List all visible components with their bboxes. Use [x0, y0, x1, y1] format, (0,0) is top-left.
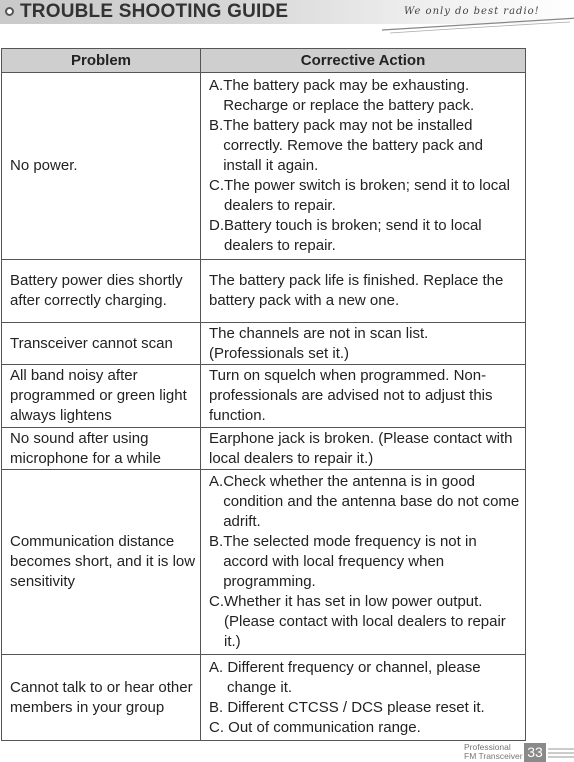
action-cell: Turn on squelch when programmed. Non-professionals are advised not to adjust this function.: [201, 365, 526, 428]
problem-cell: All band noisy after programmed or green light always lightens: [2, 365, 201, 428]
action-cell: [201, 73, 526, 260]
table-row: [2, 260, 526, 323]
problem-cell: Communication distance becomes short, and it is low sensitivity: [2, 470, 201, 655]
action-item: B. The battery pack may not be installed correctly. Remove the battery pack and install it again.: [209, 117, 484, 174]
action-item: C. Out of communication range.: [209, 718, 421, 736]
page-title: TROUBLE SHOOTING GUIDE: [20, 1, 289, 22]
problem-cell: No power.: [2, 73, 201, 260]
table-row: [2, 655, 526, 741]
action-cell: The battery pack life is finished. Replace the battery pack with a new one.: [201, 260, 526, 323]
action-item: C. Whether it has set in low power output. (Please contact with local dealers to repair it.): [209, 593, 506, 650]
decorative-lines-icon: [548, 746, 574, 760]
bullet-circle-icon: [5, 7, 14, 16]
header-slogan: We only do best radio!: [404, 6, 540, 17]
action-cell: Earphone jack is broken. (Please contact with local dealers to repair it.): [201, 428, 526, 470]
action-item: B. Different CTCSS / DCS please reset it.: [209, 698, 485, 716]
column-header-problem: Problem: [2, 49, 201, 73]
problem-cell: Battery power dies shortly after correctly charging.: [2, 260, 201, 323]
page-number: 33: [524, 743, 546, 762]
swoosh-decoration-icon: [380, 14, 574, 36]
action-item: A. Different frequency or channel, please change it.: [209, 658, 481, 696]
action-item: A. Check whether the antenna is in good condition and the antenna base do not come adrift.: [209, 473, 520, 530]
page-header: [0, 0, 574, 40]
action-item: C. The power switch is broken; send it to local dealers to repair.: [209, 177, 510, 214]
problem-cell: No sound after using microphone for a while: [2, 428, 201, 470]
action-cell: The channels are not in scan list. (Professionals set it.): [201, 323, 526, 365]
column-header-action: Corrective Action: [201, 49, 526, 73]
action-item: B. The selected mode frequency is not in accord with local frequency when programming.: [209, 533, 477, 590]
table-row: [2, 323, 526, 365]
table-row: [2, 365, 526, 428]
problem-cell: Cannot talk to or hear other members in your group: [2, 655, 201, 741]
problem-cell: Transceiver cannot scan: [2, 323, 201, 365]
table-row: [2, 470, 526, 655]
table-row: [2, 73, 526, 260]
action-cell: [201, 470, 526, 655]
table-row: [2, 428, 526, 470]
action-item: D. Battery touch is broken; send it to local dealers to repair.: [209, 217, 482, 254]
troubleshooting-table: [1, 48, 526, 741]
page-footer: [464, 743, 574, 762]
action-item: A. The battery pack may be exhausting. Recharge or replace the battery pack.: [209, 77, 475, 114]
action-cell: [201, 655, 526, 741]
footer-label: Professional FM Transceiver: [464, 742, 523, 761]
table-header-row: [2, 49, 526, 73]
